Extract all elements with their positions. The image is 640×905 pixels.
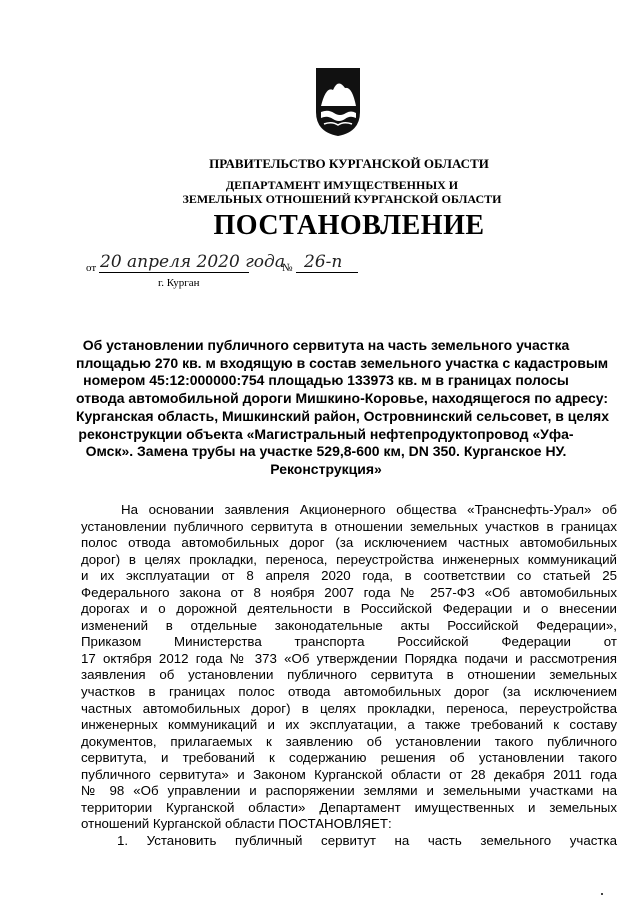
body-line: участков в границах полос отвода автомобильных дорог (за исключением xyxy=(81,684,617,700)
handwritten-date: 20 апреля 2020 года xyxy=(100,252,285,272)
body-line: изменений в отдельные законодательные акты Российской Федерации», xyxy=(81,617,617,633)
body-line: документов, прилагаемых к заявлению об установлении такого публичного xyxy=(81,733,617,749)
coat-of-arms-emblem xyxy=(314,66,362,138)
date-from-label: от xyxy=(86,262,97,274)
body-line: сервитута, и требований к содержанию решения об установлении такого xyxy=(81,750,617,766)
resolution-body xyxy=(81,502,617,849)
scan-speck xyxy=(601,893,603,895)
body-line: Приказом Министерства транспорта Российской Федерации от xyxy=(81,634,617,650)
body-line: отношений Курганской области ПОСТАНОВЛЯЕТ: xyxy=(81,816,392,832)
title-line: отвода автомобильной дороги Мишкино-Коровье, находящегося по адресу: xyxy=(76,390,609,407)
body-line: дорог) в целях прокладки, переноса, переустройства инженерных коммуникаций xyxy=(81,551,617,567)
body-line: территории Курганской области» Департамент имущественных и земельных xyxy=(81,799,617,815)
body-line: инженерных коммуникаций и их эксплуатации, а также требований к составу xyxy=(81,717,617,733)
body-line: частных автомобильных дорог) в целях прокладки, переноса, переустройства xyxy=(81,700,617,716)
title-line: площадью 270 кв. м входящую в состав земельного участка с кадастровым xyxy=(76,354,609,371)
title-line: номером 45:12:000000:754 площадью 133973 кв. м в границах полосы xyxy=(83,372,569,389)
title-line: реконструкции объекта «Магистральный нефтепродуктопровод «Уфа- xyxy=(78,425,574,442)
body-line: На основании заявления Акционерного общества «Транснефть-Урал» об xyxy=(121,502,617,517)
body-line: дорогах и о дорожной деятельности в Российской Федерации и о внесении xyxy=(81,601,617,617)
body-line: публичного сервитута» и Законом Курганской области от 28 декабря 2011 года xyxy=(81,766,617,782)
dateline xyxy=(86,252,386,278)
department-name-line1: ДЕПАРТАМЕНТ ИМУЩЕСТВЕННЫХ И xyxy=(225,178,459,192)
title-line: Курганская область, Мишкинский район, Островнинский сельсовет, в целях xyxy=(76,407,610,424)
body-line: № 98 «Об управлении и распоряжении землями и земельными участками на xyxy=(81,783,617,799)
body-line: установлении публичного сервитута в отношении земельных участков в границах xyxy=(81,518,617,534)
numbered-clause-1: 1. Установить публичный сервитут на часть земельного участка xyxy=(117,832,617,848)
government-name: ПРАВИТЕЛЬСТВО КУРГАНСКОЙ ОБЛАСТИ xyxy=(209,156,489,171)
department-name-line2: ЗЕМЕЛЬНЫХ ОТНОШЕНИЙ КУРГАНСКОЙ ОБЛАСТИ xyxy=(182,192,502,206)
body-line: и их эксплуатации от 8 апреля 2020 года, в соответствии со статьей 25 xyxy=(81,568,617,584)
body-line: 17 октября 2012 года № 373 «Об утверждении Порядка подачи и рассмотрения xyxy=(81,650,617,666)
handwritten-number: 26-п xyxy=(304,252,343,272)
number-label: № xyxy=(282,262,293,274)
city-label: г. Курган xyxy=(158,277,200,289)
resolution-title xyxy=(76,337,610,479)
title-line: Об установлении публичного сервитута на часть земельного участка xyxy=(82,337,570,353)
title-line: Реконструкция» xyxy=(270,460,382,477)
body-line: полос отвода автомобильных дорог (за исключением частных автомобильных xyxy=(81,535,617,551)
body-line: Федерального закона от 8 ноября 2007 года № 257-ФЗ «Об автомобильных xyxy=(81,584,617,600)
title-line: Омск». Замена трубы на участке 529,8-600 км, DN 350. Курганское НУ. xyxy=(85,443,567,460)
number-underline xyxy=(296,272,358,273)
body-line: заявления об установлении публичного сервитута в отношении земельных xyxy=(81,667,617,683)
date-underline xyxy=(99,272,249,273)
document-type-title: ПОСТАНОВЛЕНИЕ xyxy=(213,210,485,241)
